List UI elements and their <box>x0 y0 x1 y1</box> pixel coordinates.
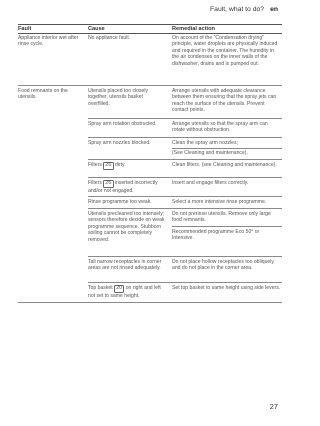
remedy-cell: On account of the "Condensation drying" principle, water droplets are physically induced and required in the container. The humidity in the air condenses on the inner walls of the dishwasher, drains and is pumped out. <box>172 35 278 67</box>
header-title: Fault, what to do? <box>210 6 265 13</box>
row-rule <box>88 118 282 119</box>
cause-cell: Rinse programme too weak. <box>88 199 152 205</box>
column-fault: Fault <box>18 26 32 32</box>
remedy-cell: Do not prerinse utensils. Remove only large food remnants. <box>172 211 271 224</box>
cause-cell: Spray arm nozzles blocked. <box>88 140 151 146</box>
page-header <box>210 6 278 13</box>
filter-number-badge: 26 <box>105 162 112 168</box>
cause-cell: Utensils placed too closely together, utensils basket overfilled. <box>88 88 149 107</box>
cause-text: Filters <box>88 180 102 186</box>
row-rule <box>18 85 282 86</box>
filter-number-badge: 26 <box>105 180 112 186</box>
cause-text: Top basket <box>88 285 113 291</box>
row-rule <box>172 148 282 149</box>
cause-cell <box>88 162 166 170</box>
column-remedy: Remedial action <box>172 26 215 32</box>
header-language: en <box>270 6 278 13</box>
table-header-rule <box>18 33 282 34</box>
cause-text: on right and left not set to same height. <box>88 285 161 299</box>
row-rule <box>88 256 282 257</box>
remedy-cell: Select a more intensive rinse programme. <box>172 199 267 205</box>
cause-text: inserted incorrectly and/or not engaged. <box>88 180 158 194</box>
cause-cell: Tall narrow receptacles in corner areas are not rinsed adequately. <box>88 259 162 272</box>
remedy-cell: Arrange utensils so that the spray arm can rotate without obstruction. <box>172 121 268 134</box>
remedy-cell: Clean filters. (see Cleaning and maintenance). <box>172 162 277 168</box>
fault-cell: Food remnants on the utensils. <box>18 88 68 101</box>
remedy-cell: Recommended programme Eco 50° or Intensive. <box>172 229 260 242</box>
remedy-cell: Insert and engage filters correctly. <box>172 180 249 186</box>
row-rule <box>88 137 282 138</box>
row-rule <box>88 196 282 197</box>
row-rule <box>88 208 282 209</box>
row-rule <box>88 282 282 283</box>
cause-text: dirty. <box>114 162 126 168</box>
cause-text: Filters <box>88 162 102 168</box>
table-bottom-rule <box>18 302 282 303</box>
cause-cell: Spray arm rotation obstructed. <box>88 121 157 127</box>
row-rule <box>88 159 282 160</box>
row-rule <box>88 177 282 178</box>
remedy-cell: Do not place hollow receptacles too obliquely and do not place in the corner area. <box>172 259 274 272</box>
cause-cell: No appliance fault. <box>88 35 131 41</box>
row-rule <box>172 226 282 227</box>
basket-number-badge: 20 <box>116 285 123 291</box>
column-cause: Cause <box>88 26 105 32</box>
remedy-cell: Set top basket to same height using side levers. <box>172 285 281 291</box>
fault-cell: Appliance interior wet after rinse cycle. <box>18 35 79 48</box>
remedy-cell: (See Cleaning and maintenance). <box>172 150 248 156</box>
cause-cell: Utensils precleaned too intensely; sensors therefore decide on weak programme sequence. Stubborn soiling cannot be completely removed. <box>88 211 165 243</box>
remedy-cell: Clean the spray arm nozzles; <box>172 140 238 146</box>
table-top-rule <box>18 24 282 25</box>
remedy-cell: Arrange utensils with adequate clearance between them ensuring that the spray jets can reach the surface of the utensils. Prevent contact points. <box>172 88 277 114</box>
cause-cell <box>88 180 166 194</box>
cause-cell <box>88 285 166 299</box>
page-number: 27 <box>269 402 278 411</box>
